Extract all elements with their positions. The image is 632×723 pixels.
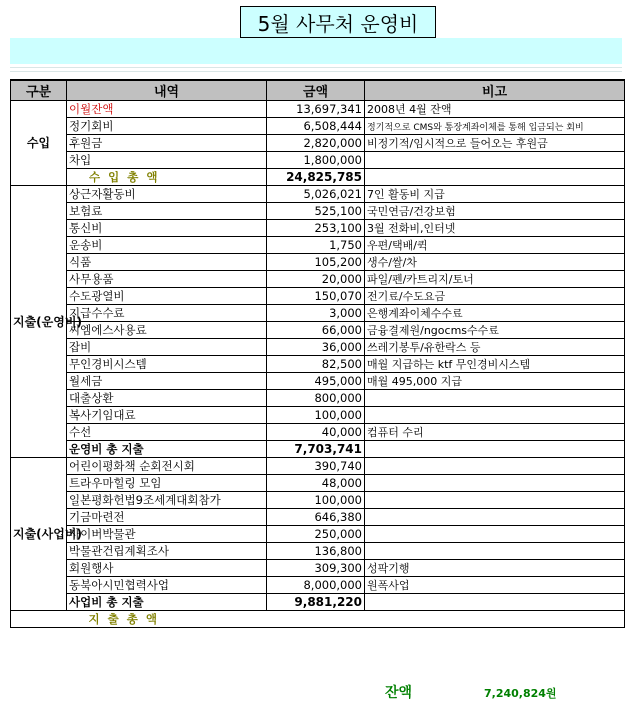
item-cell: 후원금 [67,135,267,152]
header-category: 구분 [11,80,67,101]
gridline [10,71,622,72]
note-cell: 은행계좌이체수수료 [365,305,625,322]
item-cell: 트라우마힐링 모임 [67,475,267,492]
item-cell: 동북아시민협력사업 [67,577,267,594]
expense-total-row [11,611,625,628]
table-row [11,407,625,424]
note-cell [365,594,625,611]
note-cell: 매월 지급하는 ktf 무인경비시스템 [365,356,625,373]
item-cell: 박물관건립계획조사 [67,543,267,560]
item-cell: 기금마련전 [67,509,267,526]
amount-cell: 1,800,000 [267,152,365,169]
amount-cell: 8,000,000 [267,577,365,594]
item-cell: 무인경비시스템 [67,356,267,373]
page-title: 5월 사무처 운영비 [240,6,436,38]
expense-total-label: 지 출 총 액 [67,611,267,628]
table-row [11,237,625,254]
header-row [11,80,625,101]
balance-value: 7,240,824원 [484,687,557,700]
table-row [11,492,625,509]
amount-cell: 3,000 [267,305,365,322]
note-cell: 전기료/수도요금 [365,288,625,305]
item-cell: 지급수수료 [67,305,267,322]
amount-cell: 800,000 [267,390,365,407]
amount-cell: 390,740 [267,458,365,475]
table-row [11,220,625,237]
table-row [11,322,625,339]
table-row [11,288,625,305]
amount-cell: 40,000 [267,424,365,441]
note-cell: 7인 활동비 지급 [365,186,625,203]
amount-cell: 525,100 [267,203,365,220]
note-cell: 파일/펜/카트리지/토너 [365,271,625,288]
item-cell: 일본평화헌법9조세계대회참가 [67,492,267,509]
item-cell: 씨엠에스사용료 [67,322,267,339]
total-amount: 9,881,220 [267,594,365,611]
total-amount: 7,703,741 [267,441,365,458]
note-cell: 쓰레기봉투/유한락스 등 [365,339,625,356]
table-row [11,101,625,118]
item-cell: 보험료 [67,203,267,220]
item-cell: 정기회비 [67,118,267,135]
total-amount: 24,825,785 [267,169,365,186]
item-cell: 복사기임대료 [67,407,267,424]
amount-cell: 20,000 [267,271,365,288]
balance-label: 잔액 [385,685,413,701]
item-cell: 통신비 [67,220,267,237]
table-row [11,577,625,594]
amount-cell: 6,508,444 [267,118,365,135]
empty-cell [365,611,625,628]
gridline [10,67,622,68]
amount-cell: 253,100 [267,220,365,237]
table-row [11,509,625,526]
table-row [11,458,625,475]
note-cell [365,526,625,543]
amount-cell: 105,200 [267,254,365,271]
item-cell: 이월잔액 [67,101,267,118]
note-cell: 정기적으로 CMS와 통장계좌이체를 통해 입금되는 회비 [365,118,625,135]
table-row [11,390,625,407]
total-label: 사업비 총 지출 [67,594,267,611]
total-row [11,441,625,458]
note-cell [365,169,625,186]
item-cell: 회원행사 [67,560,267,577]
note-cell: 국민연금/건강보험 [365,203,625,220]
note-cell: 2008년 4월 잔액 [365,101,625,118]
total-row [11,594,625,611]
table-row [11,526,625,543]
item-cell: 사이버박물관 [67,526,267,543]
note-cell [365,543,625,560]
item-cell: 상근자활동비 [67,186,267,203]
table-row [11,475,625,492]
note-cell: 생수/쌀/차 [365,254,625,271]
amount-cell: 495,000 [267,373,365,390]
table-row [11,560,625,577]
table-row [11,271,625,288]
item-cell: 수선 [67,424,267,441]
item-cell: 대출상환 [67,390,267,407]
header-item: 내역 [67,80,267,101]
amount-cell: 2,820,000 [267,135,365,152]
header-amount: 금액 [267,80,365,101]
note-cell [365,152,625,169]
item-cell: 차입 [67,152,267,169]
amount-cell: 309,300 [267,560,365,577]
total-label: 운영비 총 지출 [67,441,267,458]
empty-cell [267,611,365,628]
amount-cell: 5,026,021 [267,186,365,203]
note-cell: 매월 495,000 지급 [365,373,625,390]
table-row [11,135,625,152]
table-row [11,118,625,135]
amount-cell: 36,000 [267,339,365,356]
table-row [11,356,625,373]
total-row [11,169,625,186]
table-row [11,186,625,203]
amount-cell: 48,000 [267,475,365,492]
table-row [11,543,625,560]
category-operating: 지출(운영비) [11,186,67,458]
amount-cell: 100,000 [267,492,365,509]
table-row [11,373,625,390]
note-cell [365,492,625,509]
table-row [11,305,625,322]
item-cell: 수도광열비 [67,288,267,305]
note-cell: 성팍기행 [365,560,625,577]
note-cell: 비정기적/임시적으로 들어오는 후원금 [365,135,625,152]
item-cell: 월세금 [67,373,267,390]
table-row [11,254,625,271]
note-cell [365,390,625,407]
table-row [11,203,625,220]
budget-table [10,79,625,628]
header-band [10,38,622,64]
amount-cell: 136,800 [267,543,365,560]
amount-cell: 250,000 [267,526,365,543]
item-cell: 식품 [67,254,267,271]
total-label: 수 입 총 액 [67,169,267,186]
table-row [11,339,625,356]
item-cell: 어린이평화책 순회전시회 [67,458,267,475]
note-cell [365,475,625,492]
note-cell: 금융결제원/ngocms수수료 [365,322,625,339]
table-row [11,152,625,169]
amount-cell: 1,750 [267,237,365,254]
amount-cell: 66,000 [267,322,365,339]
item-cell: 운송비 [67,237,267,254]
amount-cell: 646,380 [267,509,365,526]
item-cell: 잡비 [67,339,267,356]
empty-cell [11,611,67,628]
note-cell: 원폭사업 [365,577,625,594]
amount-cell: 100,000 [267,407,365,424]
note-cell: 3월 전화비,인터넷 [365,220,625,237]
note-cell [365,509,625,526]
category-business: 지출(사업비) [11,458,67,611]
amount-cell: 13,697,341 [267,101,365,118]
note-cell: 우편/택배/퀵 [365,237,625,254]
header-note: 비고 [365,80,625,101]
note-cell [365,407,625,424]
table-row [11,424,625,441]
note-cell [365,458,625,475]
amount-cell: 150,070 [267,288,365,305]
amount-cell: 82,500 [267,356,365,373]
note-cell: 컴퓨터 수리 [365,424,625,441]
note-cell [365,441,625,458]
category-income: 수입 [11,101,67,186]
item-cell: 사무용품 [67,271,267,288]
